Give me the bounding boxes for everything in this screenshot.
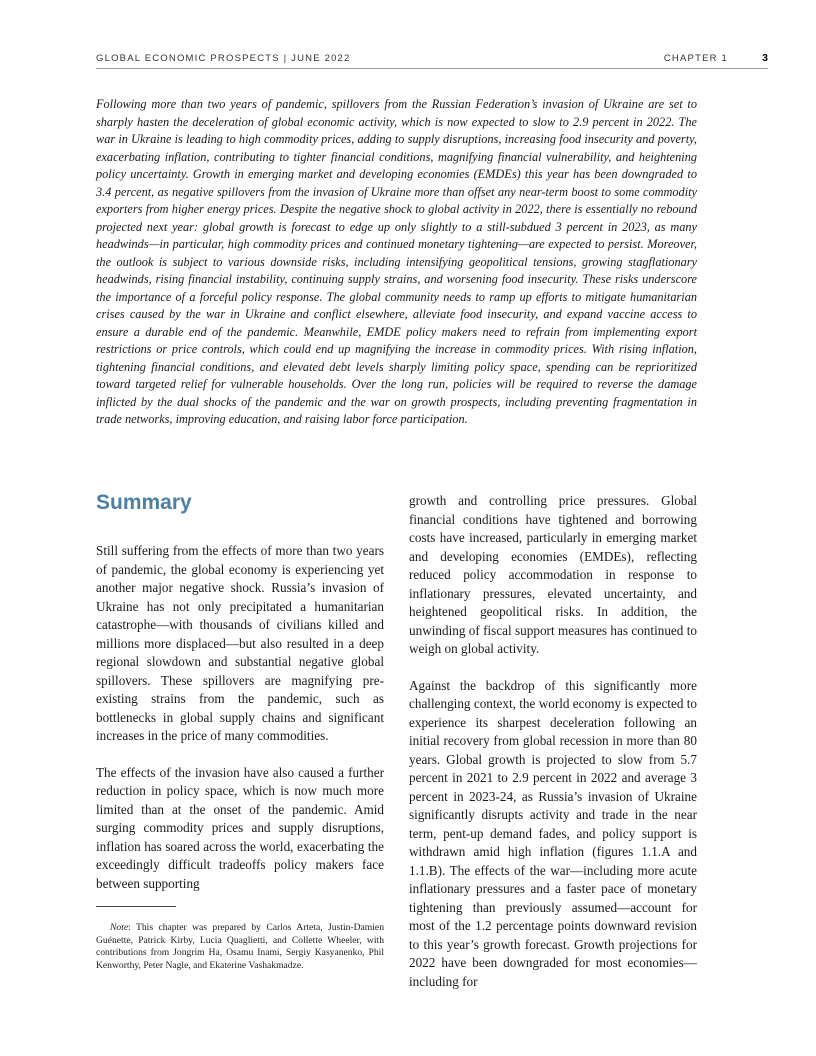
right-column xyxy=(409,492,697,1009)
section-title-summary: Summary xyxy=(96,491,192,514)
body-paragraph: The effects of the invasion have also caused a further reduction in policy space, which is now much more limited than at the onset of the pandemic. Amid surging commodity prices and supply disruptions, inflation has soared across the world, exacerbating the exceedingly difficult tradeoffs policy makers face between supporting xyxy=(96,764,384,891)
body-paragraph: Still suffering from the effects of more than two years of pandemic, the global economy is experiencing yet another major negative shock. Russia’s invasion of Ukraine has not only precipitated a humanitarian catastrophe—with thousands of civilians killed and millions more displaced—but also resulted in a deep regional slowdown and substantial negative global spillovers. These spillovers are magnifying pre-existing strains from the pandemic, such as bottlenecks in global supply chains and significant increases in the price of many commodities. xyxy=(96,543,384,743)
body-paragraph: Against the backdrop of this significantly more challenging context, the world economy is expected to experience its sharpest deceleration following an initial recovery from global recession in more than 80 years. Global growth is projected to slow from 5.7 percent in 2021 to 2.9 percent in 2022 and average 3 percent in 2023-24, as Russia’s invasion of Ukraine significantly disrupts activity and trade in the near term, pent-up demand fades, and policy support is withdrawn amid high inflation (figures 1.1.A and 1.1.B). The effects of the war—including more acute inflationary pressures and a faster pace of monetary tightening than previously assumed—account for most of the 1.2 percentage points downward revision to this year’s growth forecast. Growth projections for 2022 have been downgraded for most economies—including for xyxy=(409,677,697,989)
chapter-abstract: Following more than two years of pandemic, spillovers from the Russian Federation’s invasion of Ukraine are set to sharply hasten the deceleration of global economic activity, which is now expected to slow to 2.9 percent in 2022. The war in Ukraine is leading to high commodity prices, adding to supply disruptions, increasing food insecurity and poverty, exacerbating inflation, contributing to tighter financial conditions, magnifying financial vulnerability, and heightening policy uncertainty. Growth in emerging market and developing economies (EMDEs) this year has been downgraded to 3.4 percent, as negative spillovers from the invasion of Ukraine more than offset any near-term boost to some commodity exporters from higher energy prices. Despite the negative shock to global activity in 2022, there is essentially no rebound projected next year: global growth is forecast to edge up only slightly to a still-subdued 3 percent in 2023, as many headwinds—in particular, high commodity prices and continued monetary tightening—are expected to persist. Moreover, the outlook is subject to various downside risks, including intensifying geopolitical tensions, growing stagflationary headwinds, rising financial instability, continuing supply strains, and worsening food insecurity. These risks underscore the importance of a forceful policy response. The global community needs to ramp up efforts to mitigate humanitarian crises caused by the war in Ukraine and conflict elsewhere, alleviate food insecurity, and expand vaccine access to ensure a durable end of the pandemic. Meanwhile, EMDE policy makers need to refrain from implementing export restrictions or price controls, which could end up magnifying the increase in commodity prices. With rising inflation, tightening financial conditions, and elevated debt levels sharply limiting policy space, spending can be reprioritized toward targeted relief for vulnerable households. Over the long run, policies will be required to reverse the damage inflicted by the dual shocks of the pandemic and the war on growth prospects, including preventing fragmentation in trade networks, improving education, and raising labor force participation. xyxy=(96,97,697,426)
footnote-lead: Note xyxy=(110,922,129,933)
running-header xyxy=(96,52,768,69)
footnote-text: : This chapter was prepared by Carlos Arteta, Justin-Damien Guénette, Patrick Kirby, Lucia Quaglietti, and Collette Wheeler, with contributions from Jongrim Ha, Osamu Inami, Sergiy Kasyanenko, Phil Kenworthy, Peter Nagle, and Ekaterine Vashakmadze. xyxy=(96,922,384,971)
left-column xyxy=(96,488,384,911)
footnote xyxy=(96,922,384,972)
publication-title: GLOBAL ECONOMIC PROSPECTS | JUNE 2022 xyxy=(96,53,351,64)
page-number: 3 xyxy=(762,52,768,64)
chapter-label: CHAPTER 1 xyxy=(663,53,728,64)
footnote-rule xyxy=(96,906,176,907)
body-paragraph: growth and controlling price pressures. Global financial conditions have tightened and borrowing costs have increased, particularly in emerging market and developing economies (EMDEs), reflecting reduced policy accommodation in response to inflationary pressures, elevated uncertainty, and heightened geopolitical risks. In addition, the unwinding of fiscal support measures has continued to weigh on global activity. xyxy=(409,493,697,656)
